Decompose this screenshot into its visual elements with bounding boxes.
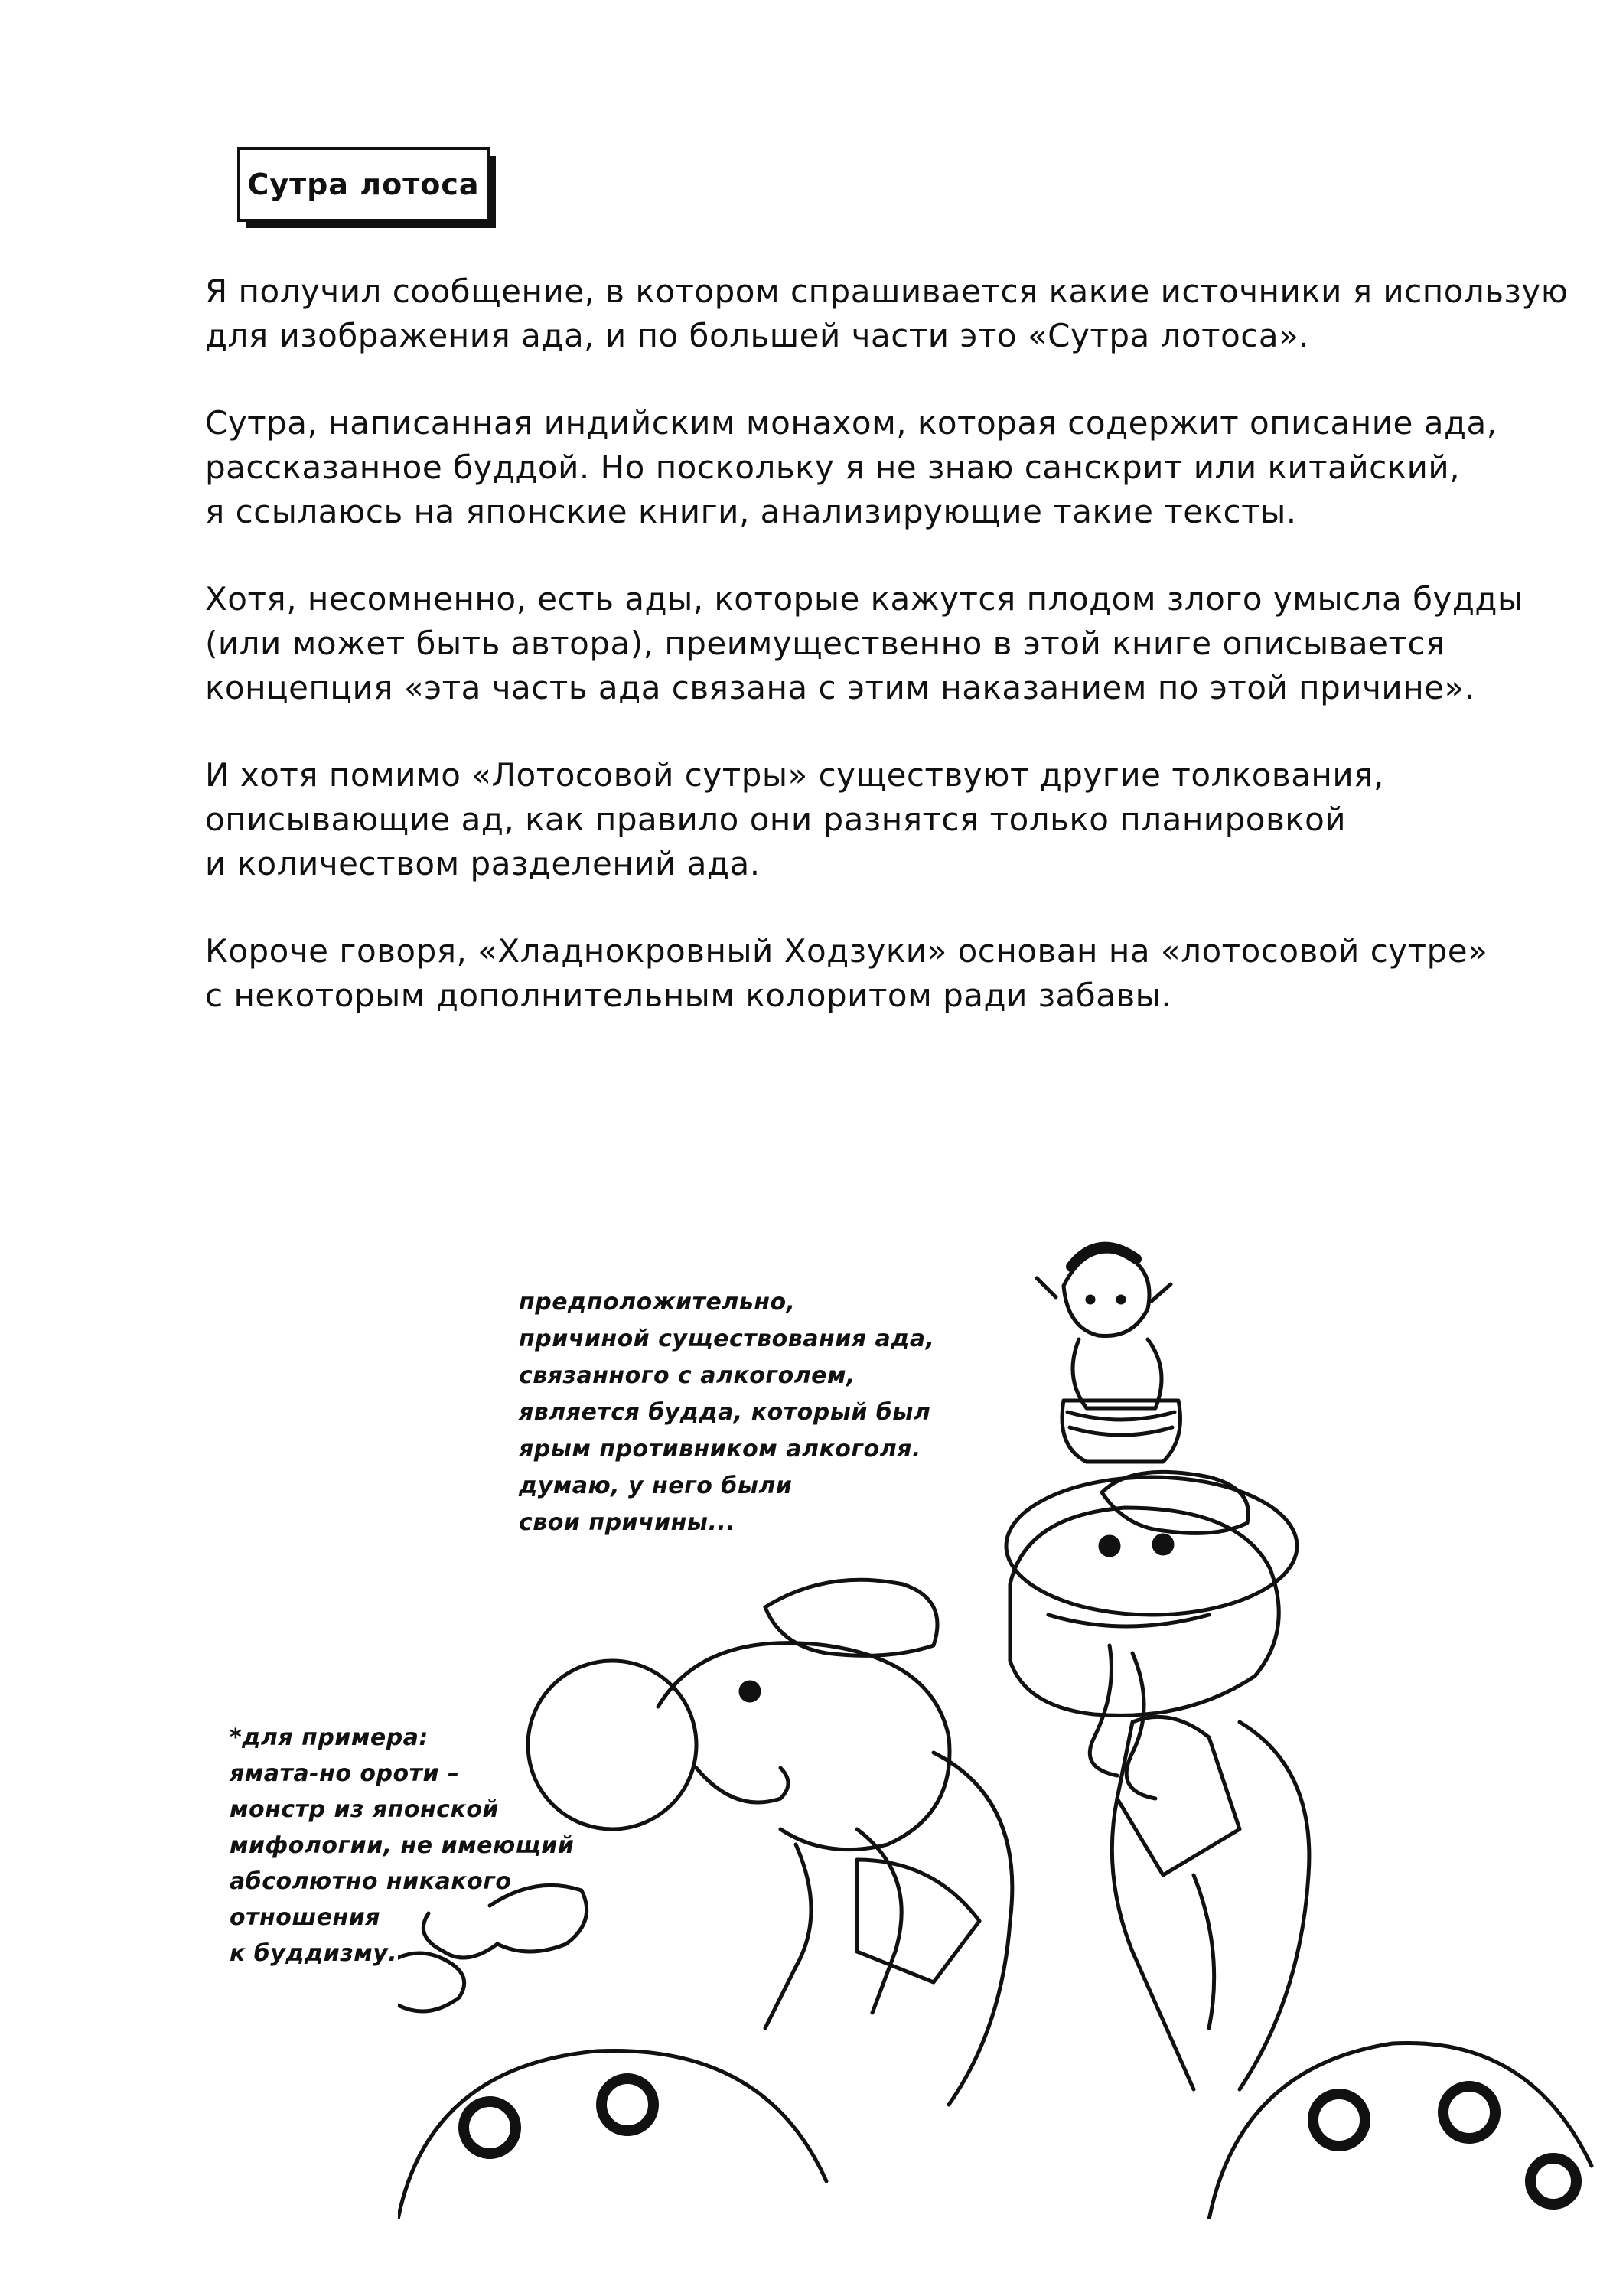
text-line: для изображения ада, и по большей части это «Сутра лотоса». [205, 317, 1310, 354]
snake-bodies [398, 2043, 1592, 2219]
caption-line: ямата-но ороти – [230, 1760, 460, 1787]
caption-line: монстр из японской [230, 1796, 499, 1823]
text-line: рассказанное буддой. Но поскольку я не знаю санскрит или китайский, [205, 448, 1461, 486]
text-line: И хотя помимо «Лотосовой сутры» существуют другие толкования, [205, 756, 1384, 794]
text-line: Я получил сообщение, в котором спрашивается какие источники я использую [205, 272, 1569, 310]
caption-line: свои причины... [519, 1509, 736, 1536]
caption-line: абсолютно никакого [230, 1868, 512, 1895]
caption-line: к буддизму. [230, 1940, 398, 1967]
text-line: (или может быть автора), преимущественно в этой книге описывается [205, 625, 1445, 662]
caption-line: предположительно, [519, 1289, 796, 1316]
text-line: описывающие ад, как правило они разнятся только планировкой [205, 801, 1347, 838]
body-text [205, 269, 1569, 1061]
text-line: и количеством разделений ада. [205, 845, 761, 882]
caption-line: связанного с алкоголем, [519, 1362, 855, 1389]
caption-line: *для примера: [230, 1724, 429, 1751]
paragraph [205, 929, 1488, 1018]
paragraph [205, 753, 1460, 886]
right-snake [1006, 1472, 1309, 2089]
text-line: я ссылаюсь на японские книги, анализирующие такие тексты. [205, 493, 1297, 530]
paragraph [205, 269, 1569, 358]
text-line: Сутра, написанная индийским монахом, которая содержит описание ада, [205, 404, 1497, 442]
caption-line: причиной существования ада, [519, 1326, 935, 1352]
caption-line: ярым противником алкоголя. [519, 1436, 921, 1463]
caption-line: думаю, у него были [519, 1473, 793, 1499]
caption-top [519, 1284, 935, 1541]
left-snake [528, 1580, 1012, 2105]
page-title: Сутра лотоса [247, 168, 480, 201]
text-line: Короче говоря, «Хладнокровный Ходзуки» основан на «лотосовой сутре» [205, 932, 1488, 970]
text-line: с некоторым дополнительным колоритом ради забавы. [205, 977, 1172, 1014]
paragraph [205, 401, 1497, 534]
caption-line: мифологии, не имеющий [230, 1832, 575, 1859]
text-line: концепция «эта часть ада связана с этим наказанием по этой причине». [205, 669, 1475, 706]
caption-line: является будда, который был [519, 1399, 931, 1426]
caption-line: отношения [230, 1904, 381, 1931]
character-figure [1037, 1247, 1181, 1462]
caption-footnote [230, 1720, 574, 1971]
paragraph [205, 577, 1523, 710]
text-line: Хотя, несомненно, есть ады, которые кажутся плодом злого умысла будды [205, 580, 1523, 618]
title-box [237, 147, 490, 222]
